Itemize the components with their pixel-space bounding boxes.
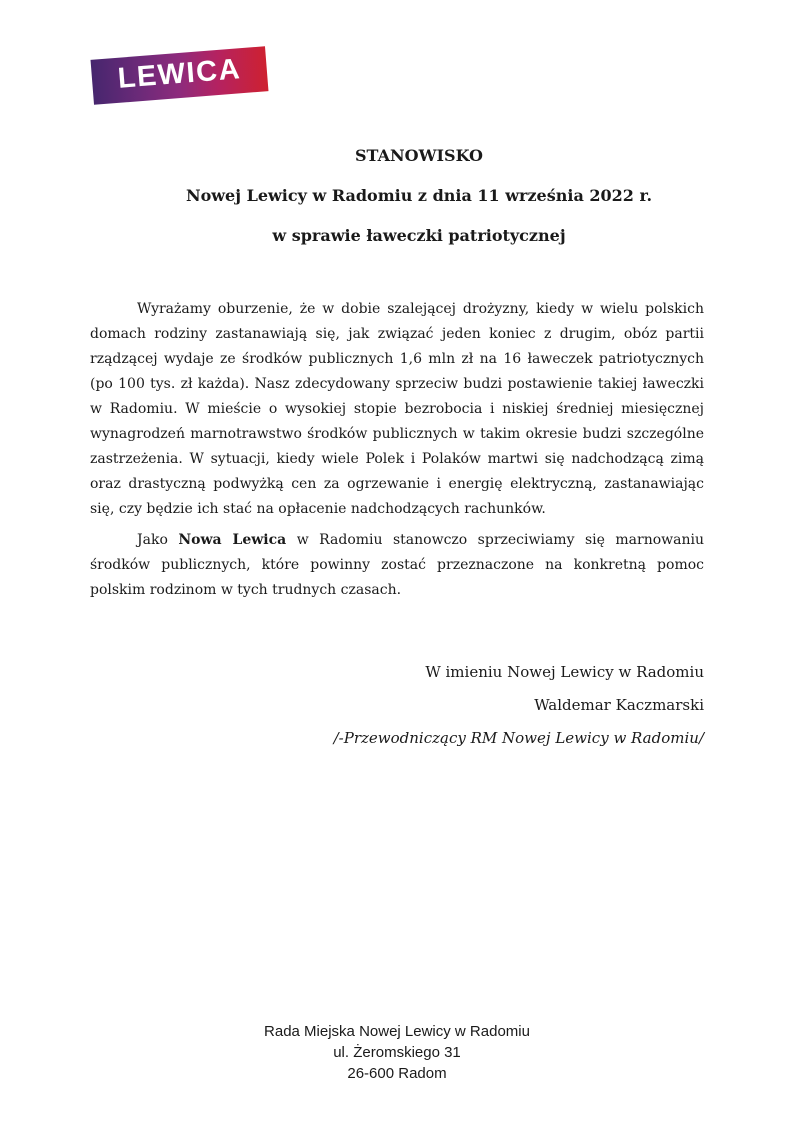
- signature-block: [90, 662, 704, 761]
- body-text: [90, 297, 704, 603]
- signature-role: /-Przewodniczący RM Nowej Lewicy w Radomiu/: [333, 729, 704, 747]
- footer-street: ul. Żeromskiego 31: [333, 1044, 461, 1061]
- paragraph-2-suffix: w Radomiu stanowczo sprzeciwiamy się marnowaniu środków publicznych, które powinny zostać przeznaczone na konkretną pomoc polskim rodzinom w tych trudnych czasach.: [90, 532, 704, 598]
- paragraph-2: [90, 528, 704, 603]
- title-topic-line: w sprawie ławeczki patriotycznej: [272, 226, 566, 245]
- paragraph-2-bold-party-name: Nowa Lewica: [178, 532, 287, 548]
- paragraph-2-prefix: Jako: [137, 532, 179, 548]
- title-heading: STANOWISKO: [355, 146, 483, 165]
- title-block: [134, 146, 704, 266]
- title-subject-line: Nowej Lewicy w Radomiu z dnia 11 września 2022 r.: [185, 186, 653, 205]
- lewica-logo-text: LEWICA: [116, 53, 243, 95]
- paragraph-1: Wyrażamy oburzenie, że w dobie szalejącej drożyzny, kiedy w wielu polskich domach rodziny zastanawiają się, jak związać jeden koniec z drugim, obóz partii rządzącej wydaje ze środków publicznych 1,6 mln zł na 16 ławeczek patriotycznych (po 100 tys. zł każda). Nasz zdecydowany sprzeciw budzi postawienie takiej ławeczki w Radomiu. W mieście o wysokiej stopie bezrobocia i niskiej średniej miesięcznej wynagrodzeń marnotrawstwo środków publicznych w takim okresie budzi szczególne zastrzeżenia. W sytuacji, kiedy wiele Polek i Polaków martwi się nadchodzącą zimą oraz drastyczną podwyżką cen za ogrzewanie i energię elektryczną, zastanawiając się, czy będzie ich stać na opłacenie nadchodzących rachunków.: [90, 301, 704, 517]
- lewica-logo: [91, 46, 269, 105]
- signature-on-behalf: W imieniu Nowej Lewicy w Radomiu: [425, 663, 704, 681]
- signature-name: Waldemar Kaczmarski: [534, 696, 704, 714]
- footer-address: [0, 1021, 794, 1084]
- footer-org-name: Rada Miejska Nowej Lewicy w Radomiu: [264, 1023, 530, 1040]
- footer-city: 26-600 Radom: [347, 1065, 447, 1082]
